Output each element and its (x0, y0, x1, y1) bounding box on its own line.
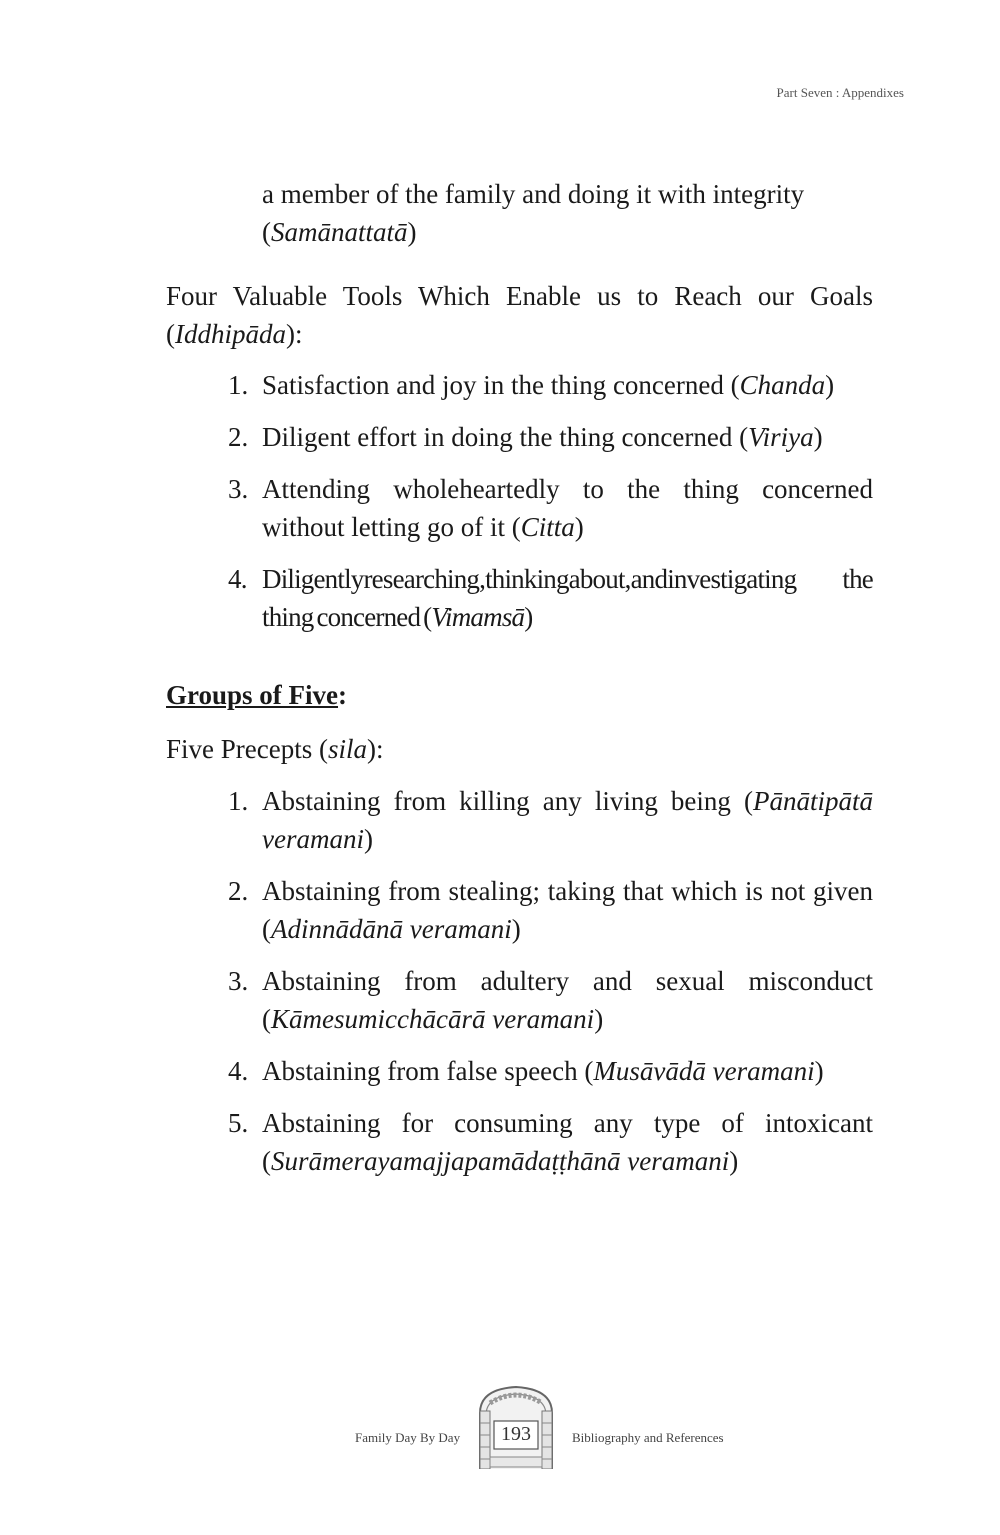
pali-term: Iddhipāda (175, 319, 286, 349)
pali-term: Pānātipātā veramani (262, 786, 873, 854)
section-heading: Groups of Five: (166, 680, 348, 710)
iddhipada-list (0, 366, 1000, 650)
pali-term: Kāmesumicchācārā veramani (271, 1004, 595, 1034)
list-item: 3. Abstaining from adultery and sexual misconduct (Kāmesumicchācārā veramani) (228, 966, 873, 1034)
pali-term: Chanda (739, 370, 826, 400)
running-header: Part Seven : Appendixes (776, 85, 904, 100)
list-item: 2. Abstaining from stealing; taking that which is not given (Adinnādānā veramani) (228, 876, 873, 944)
page-footer (0, 1383, 1000, 1473)
footer-book-title: Family Day By Day (355, 1430, 461, 1445)
footer-section-title: Bibliography and References (572, 1430, 724, 1445)
page-number: 193 (501, 1423, 531, 1445)
list-item: 3. Attending wholeheartedly to the thing concerned without letting go of it (Citta) (228, 474, 873, 542)
precepts-heading: Five Precepts (sila): (166, 734, 384, 764)
list-item: 4. Diligentlyresearching,thinkingabout,andinvestigating the thing concerned (Vimamsā) (228, 564, 873, 632)
pali-term: Viriya (748, 422, 814, 452)
list-item: 5. Abstaining for consuming any type of intoxicant (Surāmerayamajjapamādaṭṭhānā veramani) (228, 1108, 873, 1176)
pali-term: Musāvādā veramani (593, 1056, 815, 1086)
pali-term: Samānattatā (271, 217, 408, 247)
list-item: 1. Satisfaction and joy in the thing concerned (Chanda) (228, 370, 835, 400)
pali-term: sila (327, 734, 367, 764)
pali-term: Citta (520, 512, 575, 542)
list-item: 1. Abstaining from killing any living being (Pānātipātā veramani) (228, 786, 873, 854)
pali-term: Surāmerayamajjapamādaṭṭhānā veramani (271, 1146, 730, 1176)
iddhipada-heading: Four Valuable Tools Which Enable us to Reach our Goals (Iddhipāda): (166, 281, 873, 349)
precepts-list (0, 782, 1000, 1194)
list-item: 4. Abstaining from false speech (Musāvādā veramani) (228, 1056, 824, 1086)
list-item: 2. Diligent effort in doing the thing concerned (Viriya) (228, 422, 823, 452)
pali-term: Vimamsā (431, 602, 525, 632)
continuation-paragraph: a member of the family and doing it with integrity (Samānattatā) (262, 179, 805, 247)
pali-term: Adinnādānā veramani (271, 914, 512, 944)
continuation-line: a member of the family and doing it with integrity (262, 179, 805, 209)
